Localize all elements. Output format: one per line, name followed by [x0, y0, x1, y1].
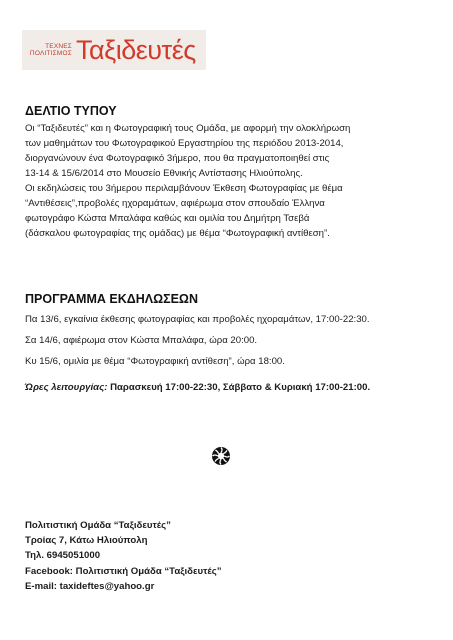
press-line: Οι εκδηλώσεις του 3ήμερου περιλαμβάνουν Έκθεση Φωτογραφίας με θέμα — [25, 183, 343, 194]
press-line: (δάσκαλου φωτογραφίας της ομάδας) με θέμα “Φωτογραφική αντίθεση”. — [25, 228, 330, 239]
program-item: Σα 14/6, αφιέρωμα στον Κώστα Μπαλάφα, ώρα 20:00. — [25, 335, 258, 346]
press-line: των μαθημάτων του Φωτογραφικού Εργαστηρίου της περιόδου 2013-2014, — [25, 138, 344, 149]
opening-hours-text: Παρασκευή 17:00-22:30, Σάββατο & Κυριακή 17:00-21:00. — [107, 382, 371, 393]
press-line: φωτογράφο Κώστα Μπαλάφα καθώς και ομιλία του Δημήτρη Τσεβά — [25, 213, 310, 224]
press-release-body — [25, 121, 435, 241]
press-line: Οι “Ταξιδευτές” και η Φωτογραφική τους Ομάδα, με αφορμή την ολοκλήρωση — [25, 123, 351, 134]
logo-tagline-line2: ΠΟΛΙΤΙΣΜΟΣ — [29, 50, 72, 57]
program-title: ΠΡΟΓΡΑΜΜΑ ΕΚΔΗΛΩΣΕΩΝ — [25, 292, 198, 306]
contact-facebook: Facebook: Πολιτιστική Ομάδα “Ταξιδευτές” — [25, 565, 222, 577]
organization-logo — [22, 30, 206, 70]
organization-emblem-icon — [211, 446, 231, 466]
contact-info — [25, 518, 222, 594]
contact-address: Τροίας 7, Κάτω Ηλιούπολη — [25, 535, 148, 547]
contact-email: E-mail: taxideftes@yahoo.gr — [25, 580, 155, 592]
logo-tagline-line1: ΤΕΧΝΕΣ — [45, 43, 72, 50]
contact-phone: Τηλ. 6945051000 — [25, 550, 101, 562]
contact-organization: Πολιτιστική Ομάδα “Ταξιδευτές” — [25, 520, 171, 531]
opening-hours-label: Ώρες λειτουργίας: — [25, 382, 108, 393]
program-item: Κυ 15/6, ομιλία με θέμα “Φωτογραφική αντίθεση”, ώρα 18:00. — [25, 356, 285, 367]
program-list — [25, 309, 435, 372]
program-item: Πα 13/6, εγκαίνια έκθεσης φωτογραφίας και προβολές ηχοραμάτων, 17:00-22:30. — [25, 314, 370, 325]
press-release-title: ΔΕΛΤΙΟ ΤΥΠΟΥ — [25, 104, 117, 118]
press-line: διοργανώνουν ένα Φωτογραφικό 3ήμερο, που θα πραγματοποιηθεί στις — [25, 153, 330, 164]
press-line: “Αντιθέσεις”,προβολές ηχοραμάτων, αφιέρωμα στον σπουδαίο Έλληνα — [25, 198, 325, 209]
logo-name: Ταξιδευτές — [76, 34, 196, 65]
opening-hours — [25, 382, 370, 393]
logo-tagline — [28, 43, 72, 57]
press-line: 13-14 & 15/6/2014 στο Μουσείο Εθνικής Αντίστασης Ηλιούπολης. — [25, 168, 303, 179]
